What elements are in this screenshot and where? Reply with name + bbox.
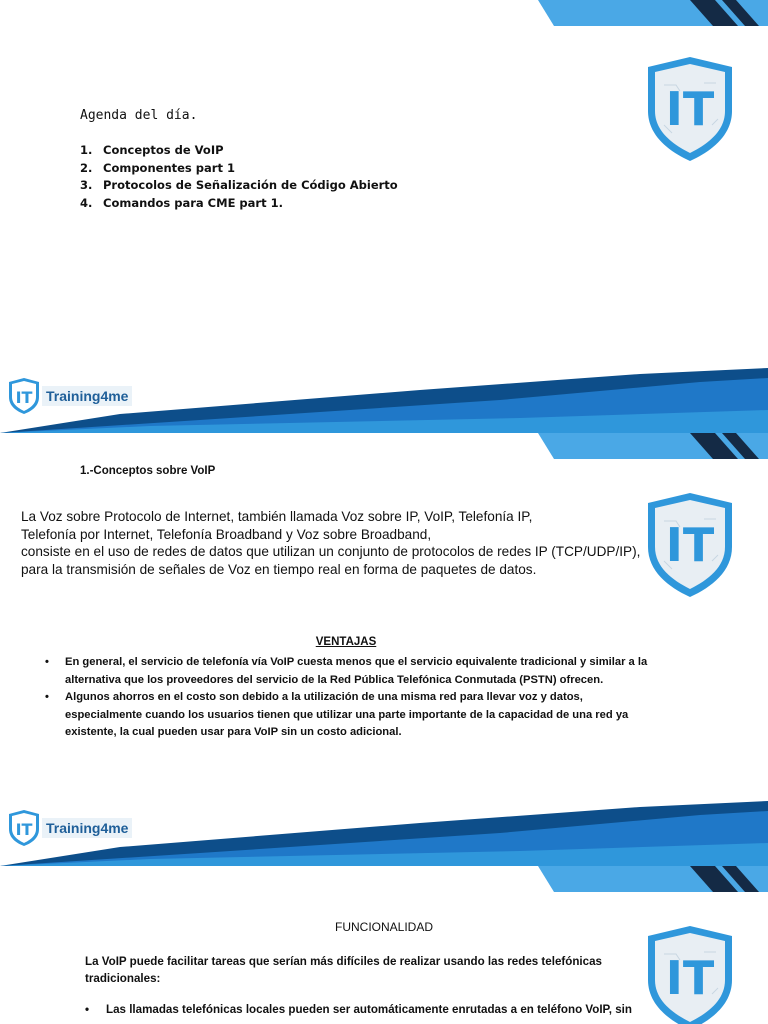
funcionalidad-title: FUNCIONALIDAD [334,920,433,934]
svg-text:IT: IT [665,951,715,1005]
definition-line: La Voz sobre Protocolo de Internet, también llamada Voz sobre IP, VoIP, Telefonía IP, [21,509,533,524]
slide-2 [0,433,768,866]
agenda-title: Agenda del día. [80,108,198,123]
brand-name: Training4me [42,386,132,406]
small-shield-icon [8,809,40,847]
top-corner-stripes [530,866,768,894]
ventajas-list [45,654,660,742]
list-item: • Algunos ahorros en el costo son debido a la utilización de una misma red para llevar voz y datos, especialmente cuando los usuarios tienen que utilizar una parte importante de la capacidad de una red ya existente, la cual pueden usar para VoIP sin un costo adicional. [45,691,629,738]
top-corner-stripes [530,0,768,28]
definition-line: Telefonía por Internet, Telefonía Broadband y Voz sobre Broadband, [21,526,432,542]
top-corner-stripes [530,433,768,461]
list-item: • Las llamadas telefónicas locales pueden ser automáticamente enrutadas a en teléfono VoIP, sin [85,1003,632,1016]
svg-text:IT: IT [15,388,33,407]
logo-text: IT [665,82,715,136]
definition-line: consiste en el uso de redes de datos que utilizan un conjunto de protocolos de redes IP (TCP/UDP/IP), [21,544,641,559]
small-shield-icon [8,377,40,415]
training4me-logo [8,377,132,415]
agenda-item: 2. Componentes part 1 [80,160,235,175]
training4me-logo [8,809,132,847]
funcionalidad-intro: La VoIP puede facilitar tareas que serían más difíciles de realizar usando las redes telefónicas tradicionales: [85,955,602,985]
slide-1 [0,0,768,433]
ventajas-title: VENTAJAS [315,636,377,648]
agenda-list [80,142,398,212]
it-shield-logo [644,55,736,163]
brand-name: Training4me [42,818,132,838]
list-item: • En general, el servicio de telefonía vía VoIP cuesta menos que el servicio equivalente tradicional y similar a la alternativa que los proveedores del servicio de la Red Pública Telefónica Conmutada (PSTN) ofrecen. [45,656,648,686]
slide-3 [0,866,768,1024]
agenda-item: 4. Comandos para CME part 1. [80,195,283,210]
definition-line: para la transmisión de señales de Voz en tiempo real en forma de paquetes de datos. [21,561,537,577]
svg-text:IT: IT [665,518,715,572]
svg-text:IT: IT [15,820,33,839]
section-title: 1.-Conceptos sobre VoIP [80,465,216,477]
agenda-item: 1. Conceptos de VoIP [80,143,224,157]
voip-definition [21,508,701,578]
agenda-item: 3. Protocolos de Señalización de Código Abierto [80,178,398,192]
